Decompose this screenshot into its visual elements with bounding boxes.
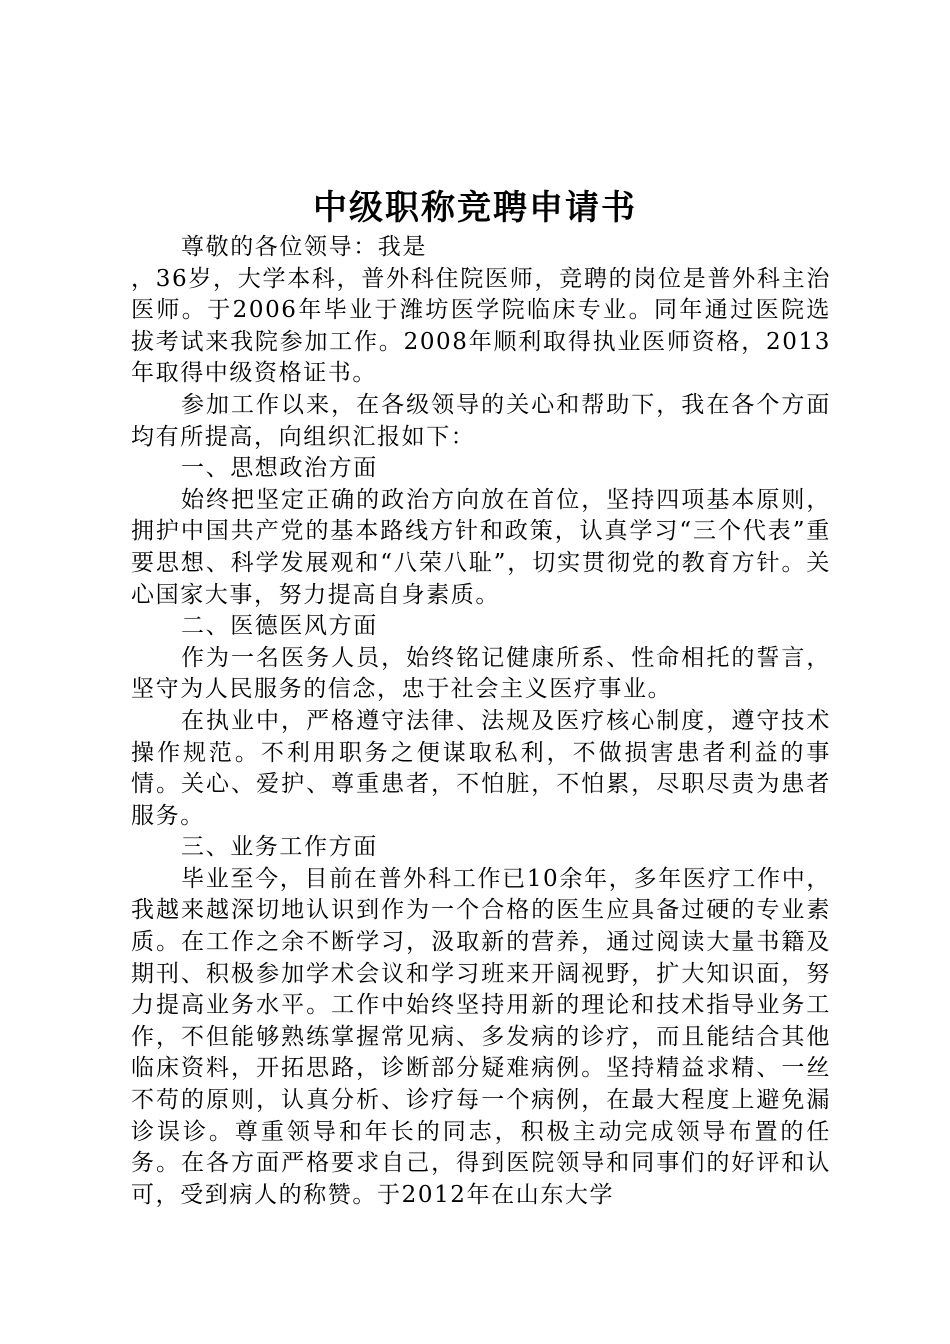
document-body: [131, 232, 831, 1211]
ethics-paragraph-1: 作为一名医务人员，始终铭记健康所系、性命相托的誓言，坚守为人民服务的信念，忠于社会主义医疗事业。: [131, 644, 831, 703]
document-title: 中级职称竞聘申请书: [313, 188, 637, 228]
section-heading-work: 三、业务工作方面: [181, 834, 378, 861]
salutation-paragraph: 尊敬的各位领导：我是: [181, 234, 427, 260]
report-intro-paragraph: 参加工作以来，在各级领导的关心和帮助下，我在各个方面均有所提高，向组织汇报如下：: [131, 391, 831, 450]
section-heading-ethics: 二、医德医风方面: [181, 613, 378, 640]
ethics-paragraph-2: 在执业中，严格遵守法律、法规及医疗核心制度，遵守技术操作规范。不利用职务之便谋取私利，不做损害患者利益的事情。关心、爱护、尊重患者，不怕脏，不怕累，尽职尽责为患者服务。: [131, 707, 831, 829]
introduction-paragraph: ，36岁，大学本科，普外科住院医师，竞聘的岗位是普外科主治医师。于2006年毕业于潍坊医学院临床专业。同年通过医院选拔考试来我院参加工作。2008年顺利取得执业医师资格，2013年取得中级资格证书。: [131, 265, 831, 387]
work-paragraph: 毕业至今，目前在普外科工作已10余年，多年医疗工作中，我越来越深切地认识到作为一个合格的医生应具备过硬的专业素质。在工作之余不断学习，汲取新的营养，通过阅读大量书籍及期刊、积极参加学术会议和学习班来开阔视野，扩大知识面，努力提高业务水平。工作中始终坚持用新的理论和技术指导业务工作，不但能够熟练掌握常见病、多发病的诊疗，而且能结合其他临床资料，开拓思路，诊断部分疑难病例。坚持精益求精、一丝不苟的原则，认真分析、诊疗每一个病例，在最大程度上避免漏诊误诊。尊重领导和年长的同志，积极主动完成领导布置的任务。在各方面严格要求自己，得到医院领导和同事们的好评和认可，受到病人的称赞。于2012年在山东大学: [131, 865, 831, 1208]
politics-paragraph: 始终把坚定正确的政治方向放在首位，坚持四项基本原则，拥护中国共产党的基本路线方针和政策，认真学习“三个代表”重要思想、科学发展观和“八荣八耻”，切实贯彻党的教育方针。关心国家大事，努力提高自身素质。: [131, 486, 831, 608]
section-heading-politics: 一、思想政治方面: [181, 455, 378, 482]
